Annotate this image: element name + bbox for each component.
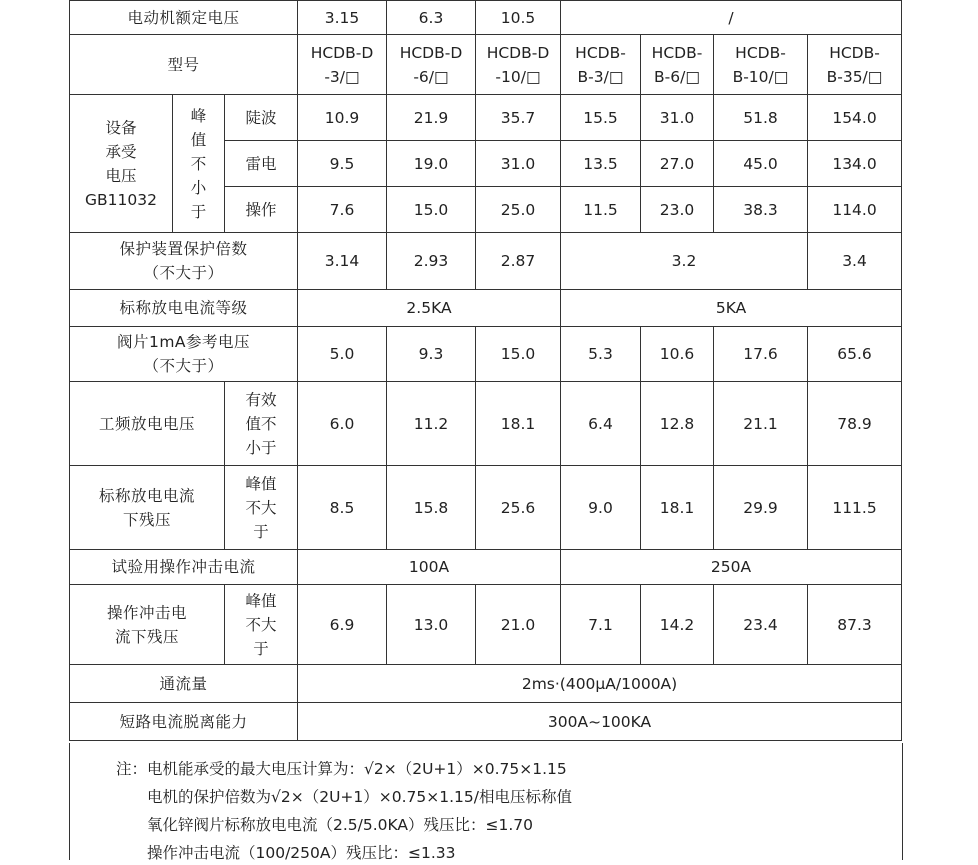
row-label: 陡波: [225, 95, 298, 141]
model-cell: HCDB- B-10/□: [714, 35, 808, 95]
cell: 25.6: [476, 466, 561, 550]
op-residual-row: [70, 585, 902, 665]
steep-wave-row: [70, 95, 902, 141]
row-sublabel: 峰值 不大 于: [225, 466, 298, 550]
cell: 19.0: [387, 141, 476, 187]
cell: 17.6: [714, 327, 808, 382]
model-cell: HCDB- B-6/□: [641, 35, 714, 95]
cell: 78.9: [808, 382, 902, 466]
cell: 13.5: [561, 141, 641, 187]
cell: 15.0: [476, 327, 561, 382]
cell: 38.3: [714, 187, 808, 233]
cell: 10.6: [641, 327, 714, 382]
cell: 7.1: [561, 585, 641, 665]
cell: 45.0: [714, 141, 808, 187]
cell: 2.93: [387, 233, 476, 290]
cell: 15.5: [561, 95, 641, 141]
model-cell: HCDB- B-35/□: [808, 35, 902, 95]
motor-voltage-row: [70, 1, 902, 35]
flow-capacity-row: [70, 665, 902, 703]
ref-voltage-row: [70, 327, 902, 382]
row-label: 雷电: [225, 141, 298, 187]
row-label: 型号: [70, 35, 298, 95]
withstand-sublabel: 峰 值 不 小 于: [173, 95, 225, 233]
row-sublabel: 峰值 不大 于: [225, 585, 298, 665]
cell: 3.14: [298, 233, 387, 290]
row-sublabel: 有效 值不 小于: [225, 382, 298, 466]
cell: 5KA: [561, 290, 902, 327]
cell: 5.3: [561, 327, 641, 382]
cell: 154.0: [808, 95, 902, 141]
cell: 2ms·(400μA/1000A): [298, 665, 902, 703]
power-freq-row: [70, 382, 902, 466]
protection-ratio-row: [70, 233, 902, 290]
cell: 9.3: [387, 327, 476, 382]
row-label: 短路电流脱离能力: [70, 703, 298, 741]
model-cell: HCDB- B-3/□: [561, 35, 641, 95]
withstand-label: 设备 承受 电压 GB11032: [70, 95, 173, 233]
row-label: 阀片1mA参考电压 （不大于）: [70, 327, 298, 382]
row-label: 通流量: [70, 665, 298, 703]
cell: 3.2: [561, 233, 808, 290]
cell: 18.1: [476, 382, 561, 466]
cell: 31.0: [641, 95, 714, 141]
cell: 8.5: [298, 466, 387, 550]
cell: 10.9: [298, 95, 387, 141]
row-label: 操作: [225, 187, 298, 233]
cell: 3.15: [298, 1, 387, 35]
cell: 9.0: [561, 466, 641, 550]
cell: 6.4: [561, 382, 641, 466]
cell: 6.0: [298, 382, 387, 466]
cell: 10.5: [476, 1, 561, 35]
row-label: 保护装置保护倍数 （不大于）: [70, 233, 298, 290]
cell: 134.0: [808, 141, 902, 187]
row-label: 标称放电电流等级: [70, 290, 298, 327]
cell: 2.5KA: [298, 290, 561, 327]
cell: 23.0: [641, 187, 714, 233]
cell: 2.87: [476, 233, 561, 290]
row-label: 试验用操作冲击电流: [70, 550, 298, 585]
cell: 31.0: [476, 141, 561, 187]
cell: 15.0: [387, 187, 476, 233]
cell: 27.0: [641, 141, 714, 187]
nominal-current-row: [70, 290, 902, 327]
cell: 23.4: [714, 585, 808, 665]
cell: 65.6: [808, 327, 902, 382]
cell: 300A~100KA: [298, 703, 902, 741]
row-label: 工频放电电压: [70, 382, 225, 466]
cell: 51.8: [714, 95, 808, 141]
cell: 9.5: [298, 141, 387, 187]
cell: 6.9: [298, 585, 387, 665]
cell: 7.6: [298, 187, 387, 233]
cell: /: [561, 1, 902, 35]
cell: 5.0: [298, 327, 387, 382]
cell: 21.0: [476, 585, 561, 665]
residual-row: [70, 466, 902, 550]
cell: 3.4: [808, 233, 902, 290]
cell: 114.0: [808, 187, 902, 233]
short-circuit-row: [70, 703, 902, 741]
notes-section: [69, 743, 903, 860]
cell: 111.5: [808, 466, 902, 550]
cell: 13.0: [387, 585, 476, 665]
cell: 250A: [561, 550, 902, 585]
model-cell: HCDB-D -10/□: [476, 35, 561, 95]
note-line: 操作冲击电流（100/250A）残压比：≤1.33: [147, 844, 456, 862]
cell: 29.9: [714, 466, 808, 550]
spec-table: [69, 0, 902, 741]
cell: 100A: [298, 550, 561, 585]
cell: 14.2: [641, 585, 714, 665]
cell: 15.8: [387, 466, 476, 550]
cell: 21.1: [714, 382, 808, 466]
test-current-row: [70, 550, 902, 585]
cell: 18.1: [641, 466, 714, 550]
cell: 12.8: [641, 382, 714, 466]
model-row: [70, 35, 902, 95]
row-label: 电动机额定电压: [70, 1, 298, 35]
row-label: 操作冲击电 流下残压: [70, 585, 225, 665]
cell: 21.9: [387, 95, 476, 141]
row-label: 标称放电电流 下残压: [70, 466, 225, 550]
cell: 11.2: [387, 382, 476, 466]
model-cell: HCDB-D -6/□: [387, 35, 476, 95]
note-line: 氧化锌阀片标称放电电流（2.5/5.0KA）残压比：≤1.70: [147, 816, 534, 834]
cell: 11.5: [561, 187, 641, 233]
note-line: 注：电机能承受的最大电压计算为：√2×（2U+1）×0.75×1.15: [116, 760, 567, 778]
model-cell: HCDB-D -3/□: [298, 35, 387, 95]
cell: 6.3: [387, 1, 476, 35]
cell: 35.7: [476, 95, 561, 141]
note-line: 电机的保护倍数为√2×（2U+1）×0.75×1.15/相电压标称值: [147, 788, 573, 806]
cell: 87.3: [808, 585, 902, 665]
cell: 25.0: [476, 187, 561, 233]
